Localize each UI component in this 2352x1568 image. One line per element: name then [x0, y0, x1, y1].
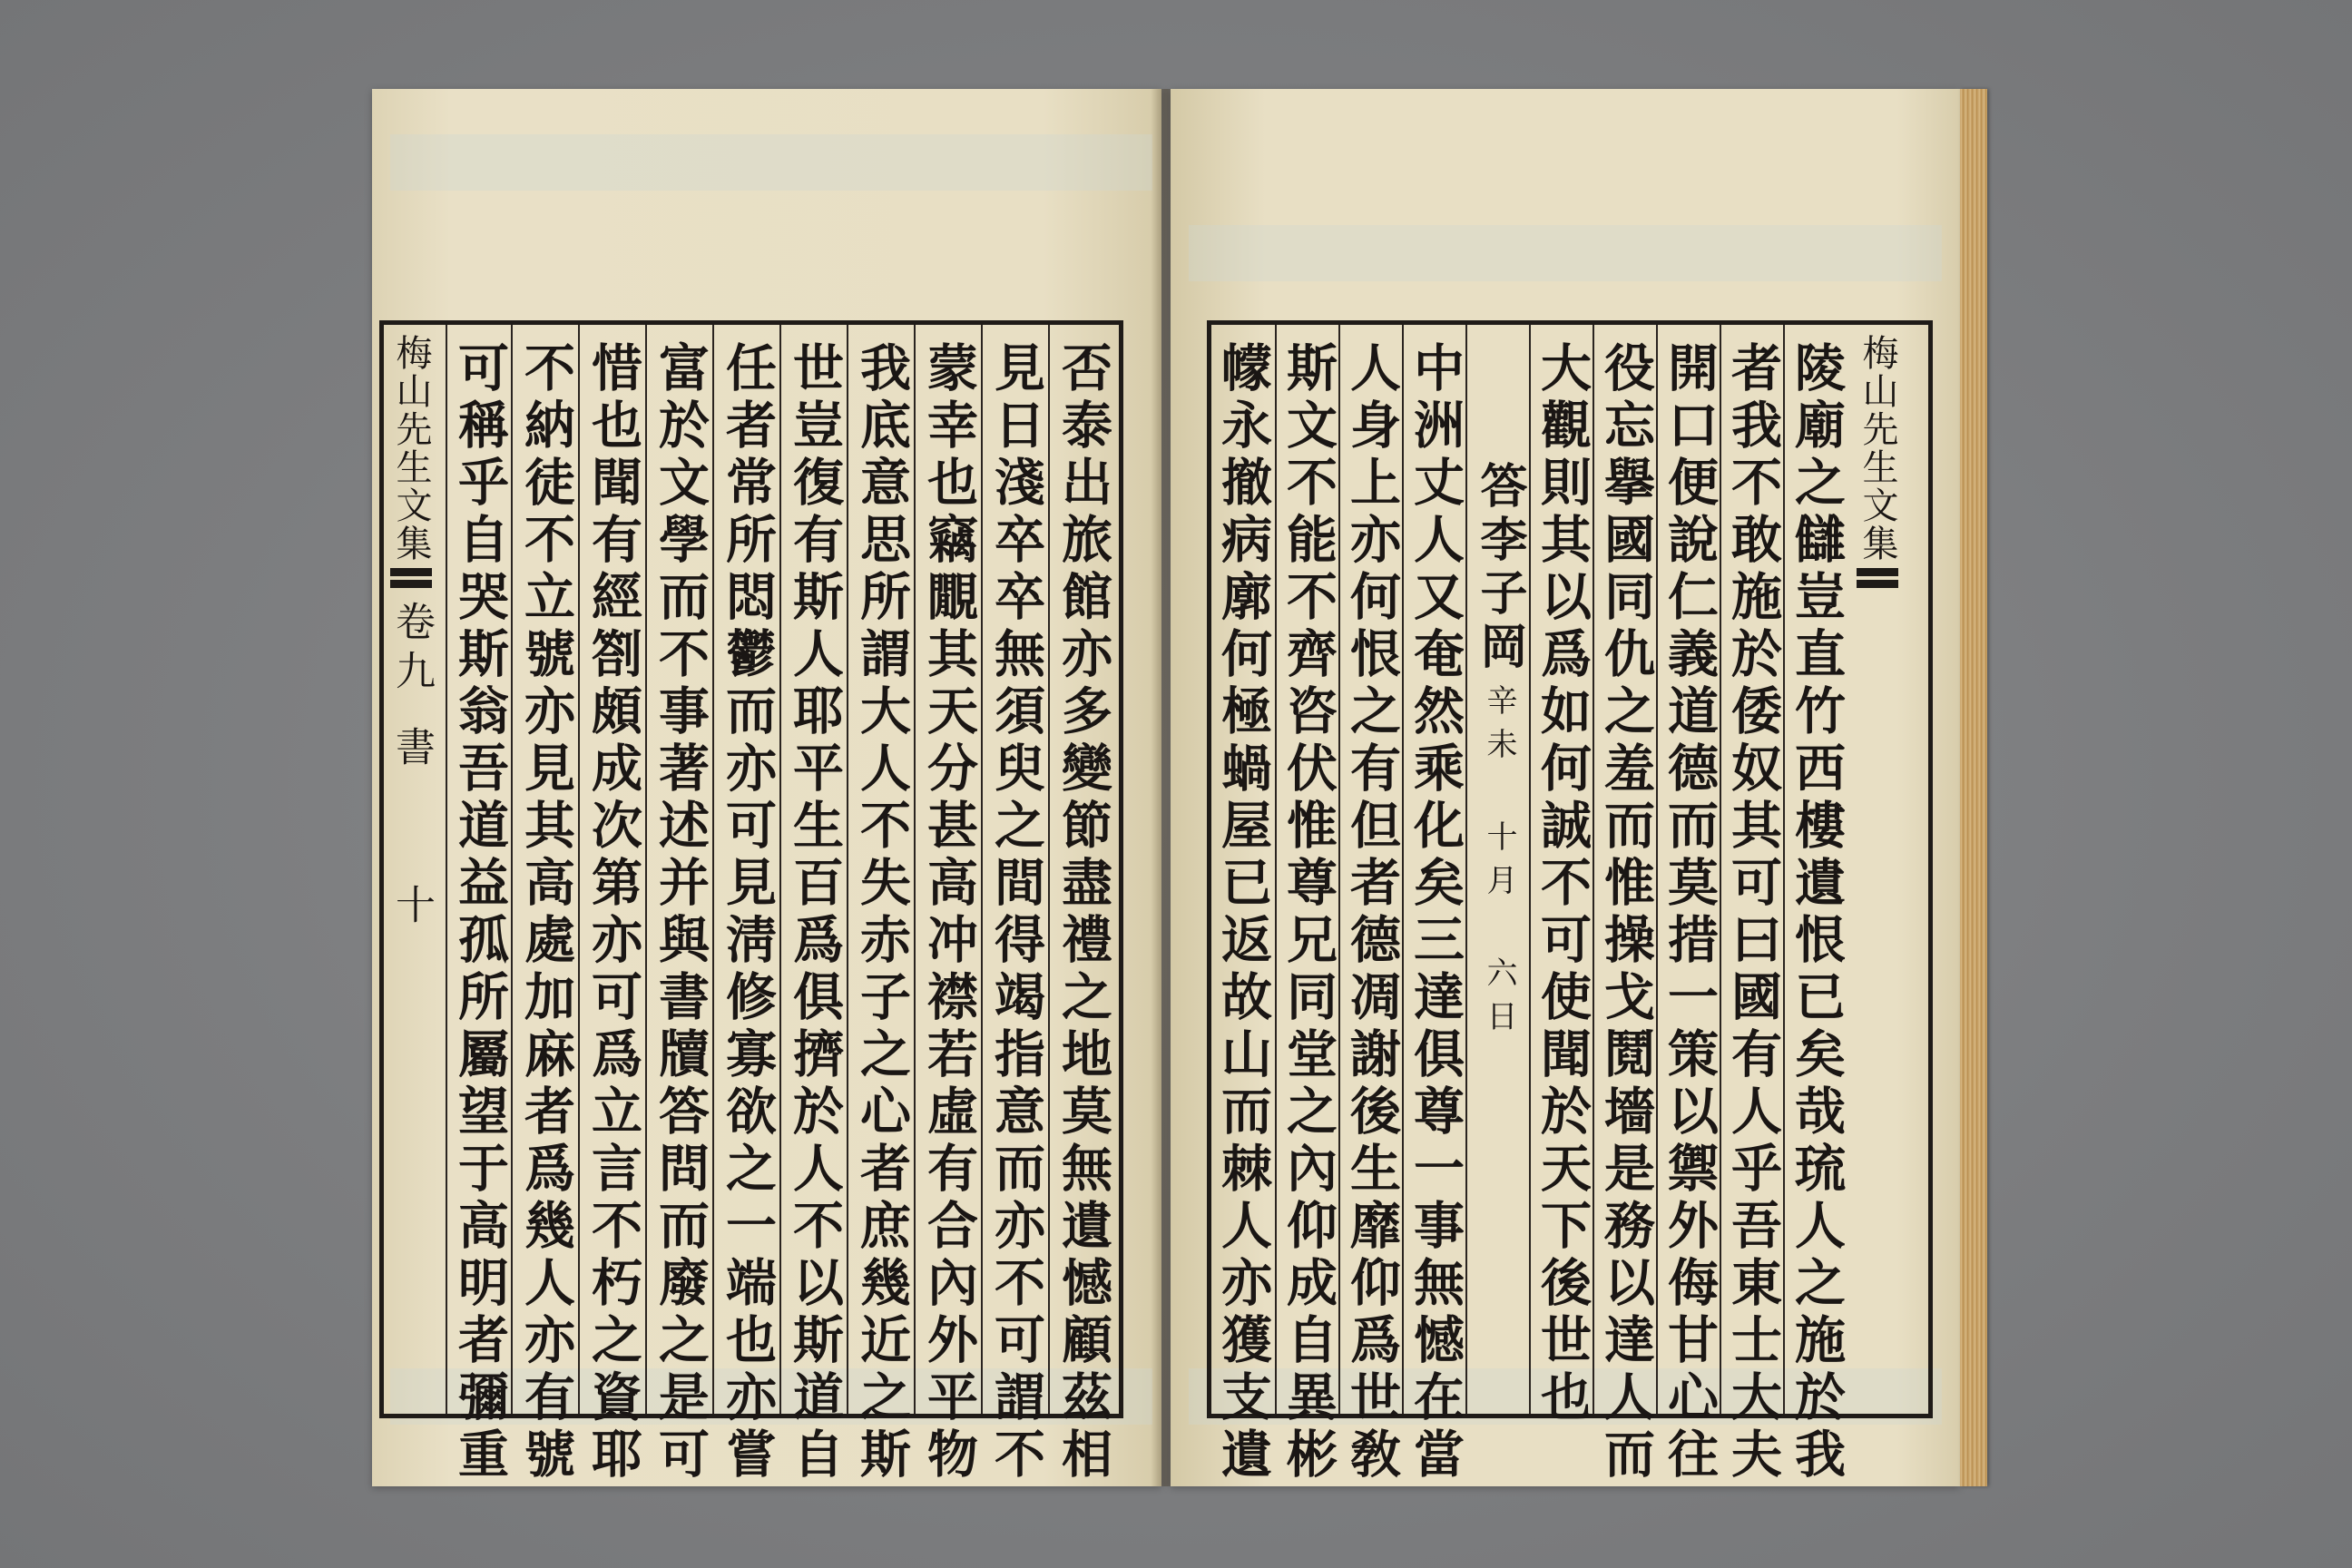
column-text: 富於文學而不事著述并與書牘答問而廢之是可 — [651, 341, 710, 1485]
open-book — [372, 89, 1987, 1486]
fish-tail-mark — [390, 568, 432, 588]
text-column — [511, 325, 580, 1485]
column-text: 開口便說仁義道德而莫措一策以禦外侮甘心往 — [1660, 341, 1720, 1485]
text-column — [578, 325, 647, 1485]
letter-heading: 答李子岡 — [1472, 461, 1527, 675]
right-text-frame — [1207, 320, 1933, 1485]
text-column — [1656, 325, 1721, 1485]
column-text: 大觀則其以爲如何誠不可使聞於天下後世也 — [1533, 341, 1592, 1427]
collection-title: 梅山先生文集 — [390, 334, 432, 563]
column-text: 惜也聞有經劄頗成次第亦可爲立言不朽之資耶 — [583, 341, 643, 1485]
column-text: 我底意思所謂大人不失赤子之心者庶幾近之斯 — [852, 341, 912, 1485]
text-column — [712, 325, 781, 1485]
column-text: 任者常所悶鬱而亦可見淸修寡欲之一端也亦嘗 — [718, 341, 778, 1485]
paper-repair-strip — [1189, 225, 1942, 281]
letter-heading-column — [1465, 325, 1531, 1414]
text-column — [1720, 325, 1785, 1485]
page-number: 十 — [388, 884, 435, 933]
text-column — [981, 325, 1050, 1485]
text-column — [847, 325, 916, 1485]
text-column — [645, 325, 714, 1485]
fish-tail-mark — [1857, 568, 1898, 588]
column-text: 者我不敢施於倭奴其可曰國有人乎吾東士大夫 — [1723, 341, 1783, 1485]
text-column — [779, 325, 848, 1485]
column-text: 見日淺卒卒無須臾之間得竭指意而亦不可謂不 — [986, 341, 1046, 1485]
text-column — [1211, 325, 1275, 1485]
paper-repair-strip — [390, 134, 1152, 191]
text-column — [914, 325, 983, 1485]
column-text: 陵廟之讎豈直竹西樓遺恨已矣哉琉人之施於我 — [1787, 341, 1847, 1485]
column-text: 不納徒不立號亦見其高處加麻者爲幾人亦有號 — [516, 341, 576, 1485]
text-column — [1338, 325, 1404, 1485]
column-text: 否泰出旅館亦多變節盡禮之地莫無遺憾顧茲相 — [1054, 341, 1113, 1485]
column-text: 幪永撤病廓何極蝸屋已返故山而棘人亦獲支遺 — [1213, 341, 1273, 1485]
column-text: 役忘擧國同仇之羞而惟操戈鬩墻是務以達人而 — [1596, 341, 1656, 1485]
right-side-strip — [1848, 325, 1906, 1414]
column-text: 人身上亦何恨之有但者德凋謝後生靡仰爲世敎 — [1342, 341, 1402, 1485]
book-page-edges — [1960, 89, 1987, 1486]
text-column — [1402, 325, 1467, 1485]
text-column — [1592, 325, 1658, 1485]
left-page — [372, 89, 1161, 1486]
volume-label: 卷九 — [388, 601, 435, 699]
collection-title: 梅山先生文集 — [1857, 334, 1898, 563]
column-text: 蒙幸也竊覵其天分甚高冲襟若虛有合內外平物 — [919, 341, 979, 1485]
column-text: 世豈復有斯人耶平生百爲俱擠於人不以斯道自 — [785, 341, 845, 1485]
column-text: 可稱乎自哭斯翁吾道益孤所屬望于高明者彌重 — [450, 341, 510, 1485]
text-column — [446, 325, 513, 1485]
column-text: 中洲丈人又奄然乘化矣三達俱尊一事無憾在當 — [1406, 341, 1465, 1485]
section-label: 書 — [388, 726, 435, 775]
column-text: 斯文不能不齊咨伏惟尊兄同堂之內仰成自異彬 — [1279, 341, 1338, 1485]
text-column — [1048, 325, 1117, 1485]
text-column — [1783, 325, 1848, 1485]
left-text-frame — [379, 320, 1123, 1485]
left-side-strip — [382, 325, 440, 1414]
text-column — [1529, 325, 1594, 1427]
letter-date: 辛未 十月 六日 — [1481, 684, 1517, 1044]
text-column — [1275, 325, 1340, 1485]
